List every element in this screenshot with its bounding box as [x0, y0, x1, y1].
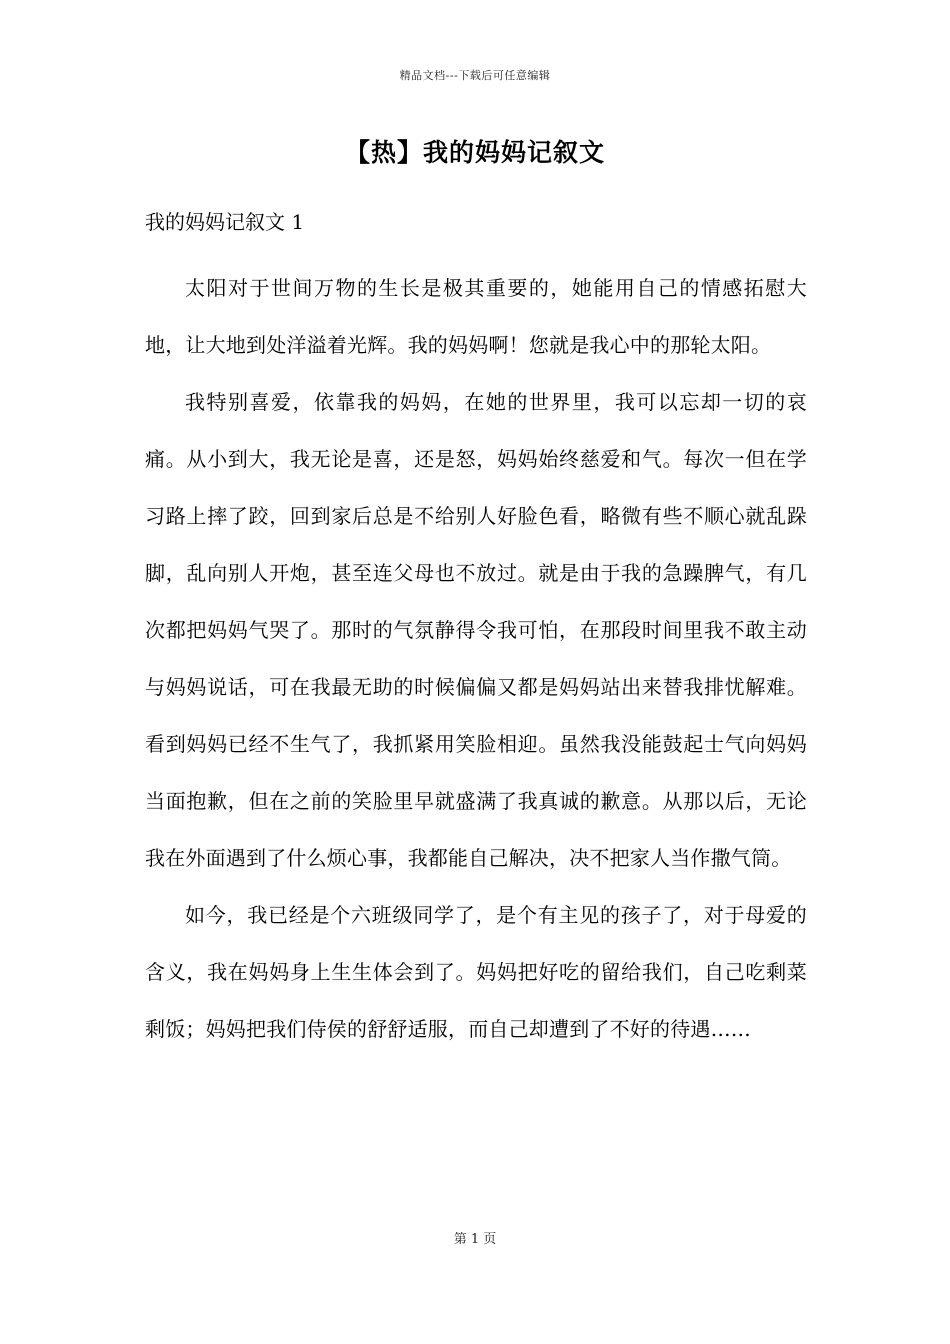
page-header: 精品文档---下载后可任意编辑: [399, 69, 551, 82]
document-subtitle: 我的妈妈记叙文 1: [145, 210, 305, 234]
paragraph: 太阳对于世间万物的生长是极其重要的，她能用自己的情感拓慰大地，让大地到处洋溢着光辉。我的妈妈啊！您就是我心中的那轮太阳。: [145, 276, 807, 357]
document-title: 【热】我的妈妈记叙文: [344, 138, 605, 167]
document-body: [145, 260, 807, 1058]
paragraph: 如今，我已经是个六班级同学了，是个有主见的孩子了，对于母爱的含义，我在妈妈身上生生体会到了。妈妈把好吃的留给我们，自己吃剩菜剩饭；妈妈把我们侍侯的舒舒适服，而自己却遭到了不好的待遇……: [145, 903, 807, 1041]
page-number: 第 1 页: [453, 1232, 497, 1247]
paragraph: 我特别喜爱，依靠我的妈妈，在她的世界里，我可以忘却一切的哀痛。从小到大，我无论是喜，还是怒，妈妈始终慈爱和气。每次一但在学习路上摔了跤，回到家后总是不给别人好脸色看，略微有些不顺心就乱跺脚，乱向别人开炮，甚至连父母也不放过。就是由于我的急躁脾气，有几次都把妈妈气哭了。那时的气氛静得令我可怕，在那段时间里我不敢主动与妈妈说话，可在我最无助的时候偏偏又都是妈妈站出来替我排忧解难。看到妈妈已经不生气了，我抓紧用笑脸相迎。虽然我没能鼓起士气向妈妈当面抱歉，但在之前的笑脸里早就盛满了我真诚的歉意。从那以后，无论我在外面遇到了什么烦心事，我都能自己解决，决不把家人当作撒气筒。: [145, 390, 807, 870]
